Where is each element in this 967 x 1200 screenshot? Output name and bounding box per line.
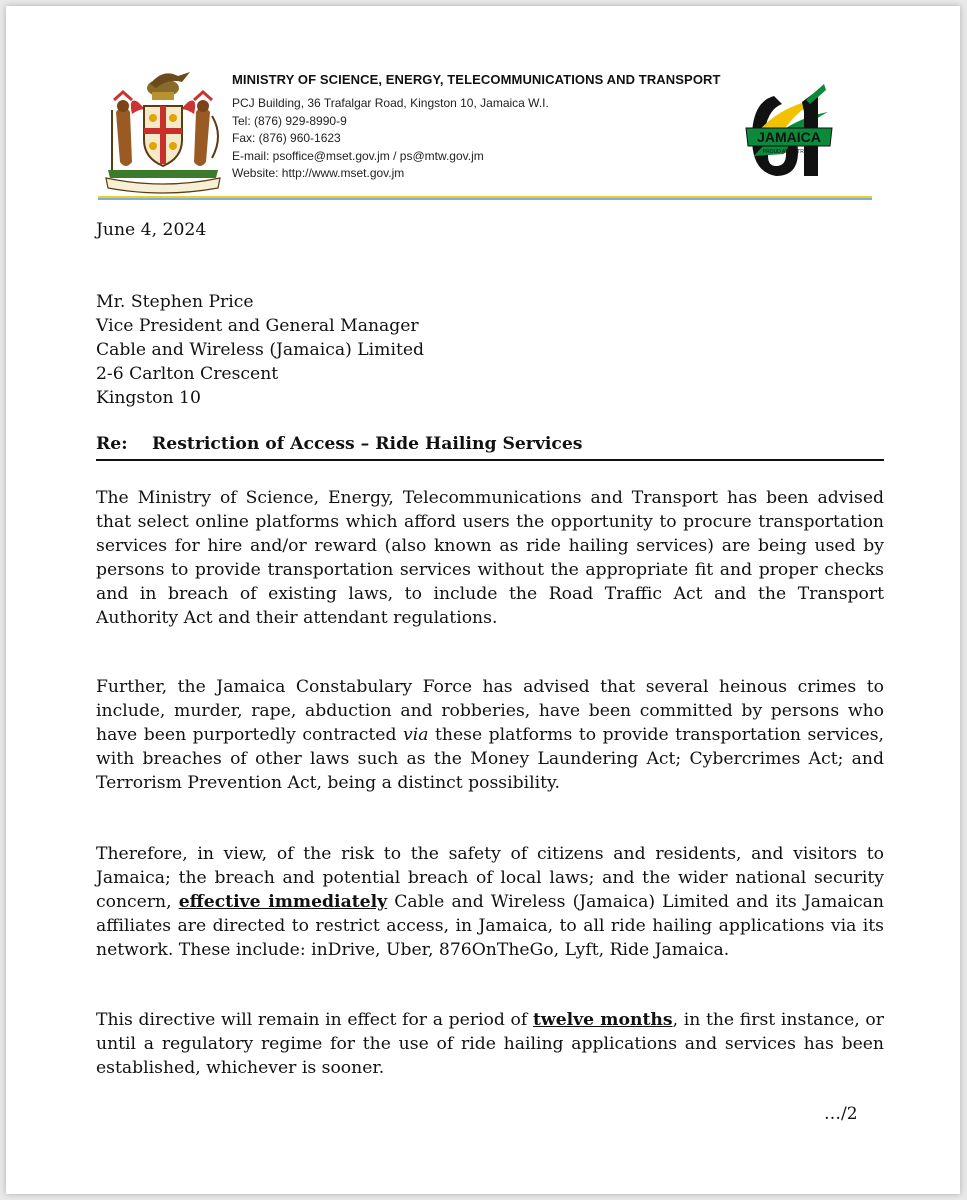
recipient-title: Vice President and General Manager <box>96 316 419 336</box>
svg-text:PROUD AND STRONG: PROUD AND STRONG <box>762 149 816 155</box>
paragraph-2-italic-via: via <box>403 725 429 746</box>
subject-text: Restriction of Access – Ride Hailing Services <box>152 434 583 454</box>
recipient-name: Mr. Stephen Price <box>96 292 254 312</box>
letter-page <box>6 6 960 1194</box>
recipient-city: Kingston 10 <box>96 388 201 408</box>
page-continuation: …/2 <box>824 1104 858 1124</box>
subject-prefix: Re: <box>96 434 128 454</box>
ministry-tel: Tel: (876) 929-8990-9 <box>232 113 347 128</box>
letterhead-rule-blue <box>98 198 872 200</box>
letter-date: June 4, 2024 <box>96 220 207 240</box>
paragraph-3-emphasis: effective immediately <box>178 892 388 913</box>
jamaica-61-logo-icon <box>744 76 834 191</box>
svg-text:JAMAICA: JAMAICA <box>757 129 821 145</box>
subject-line <box>96 434 884 461</box>
paragraph-2-text-a: Further, the Jamaica Constabulary Force has advised that several heinous crimes to include, murder, rape, abduction and robberies, have been committed by persons who have been purportedly contracted <box>96 677 884 746</box>
paragraph-4-emphasis: twelve months <box>532 1010 673 1030</box>
ministry-website: Website: http://www.mset.gov.jm <box>232 166 405 181</box>
ministry-address: PCJ Building, 36 Trafalgar Road, Kingston 10, Jamaica W.I. <box>232 96 549 110</box>
paragraph-3-text-b: Cable and Wireless (Jamaica) Limited and its Jamaican affiliates are directed to restrict access, in Jamaica, to all ride hailing applications via its network. These include: inDrive, Uber, 876OnTheGo, Lyft, Ride Jamaica. <box>96 892 884 961</box>
paragraph-3 <box>96 842 884 962</box>
recipient-address <box>96 290 884 410</box>
recipient-company: Cable and Wireless (Jamaica) Limited <box>96 340 425 360</box>
paragraph-3-text-a: Therefore, in view, of the risk to the safety of citizens and residents, and visitors to Jamaica; the breach and potential breach of local laws; and the wider national security concern, <box>96 844 884 913</box>
paragraph-4-text-b: , in the first instance, or until a regulatory regime for the use of ride hailing applications and services has been established, whichever is sooner. <box>96 1010 884 1079</box>
ministry-fax: Fax: (876) 960-1623 <box>232 131 341 146</box>
recipient-street: 2-6 Carlton Crescent <box>96 364 279 384</box>
ministry-name: MINISTRY OF SCIENCE, ENERGY, TELECOMMUNICATIONS AND TRANSPORT <box>232 72 721 87</box>
letterhead <box>232 72 721 183</box>
paragraph-2 <box>96 675 884 795</box>
paragraph-2-text-b: these platforms to provide transportation services, with breaches of other laws such as the Money Laundering Act; Cybercrimes Act; and Terrorism Prevention Act, being a distinct possibility. <box>96 725 884 794</box>
ministry-email: E-mail: psoffice@mset.gov.jm / ps@mtw.gov.jm <box>232 148 484 163</box>
paragraph-1: The Ministry of Science, Energy, Telecommunications and Transport has been advised that select online platforms which afford users the opportunity to procure transportation services for hire and/or reward (also known as ride hailing services) are being used by persons to provide transportation services without the appropriate fit and proper checks and in breach of existing laws, to include the Road Traffic Act and the Transport Authority Act and their attendant regulations. <box>96 488 884 629</box>
jamaica-coat-of-arms-icon <box>98 66 228 196</box>
paragraph-4-text-a: This directive will remain in effect for a period of <box>96 1010 533 1030</box>
paragraph-4 <box>96 1008 884 1080</box>
